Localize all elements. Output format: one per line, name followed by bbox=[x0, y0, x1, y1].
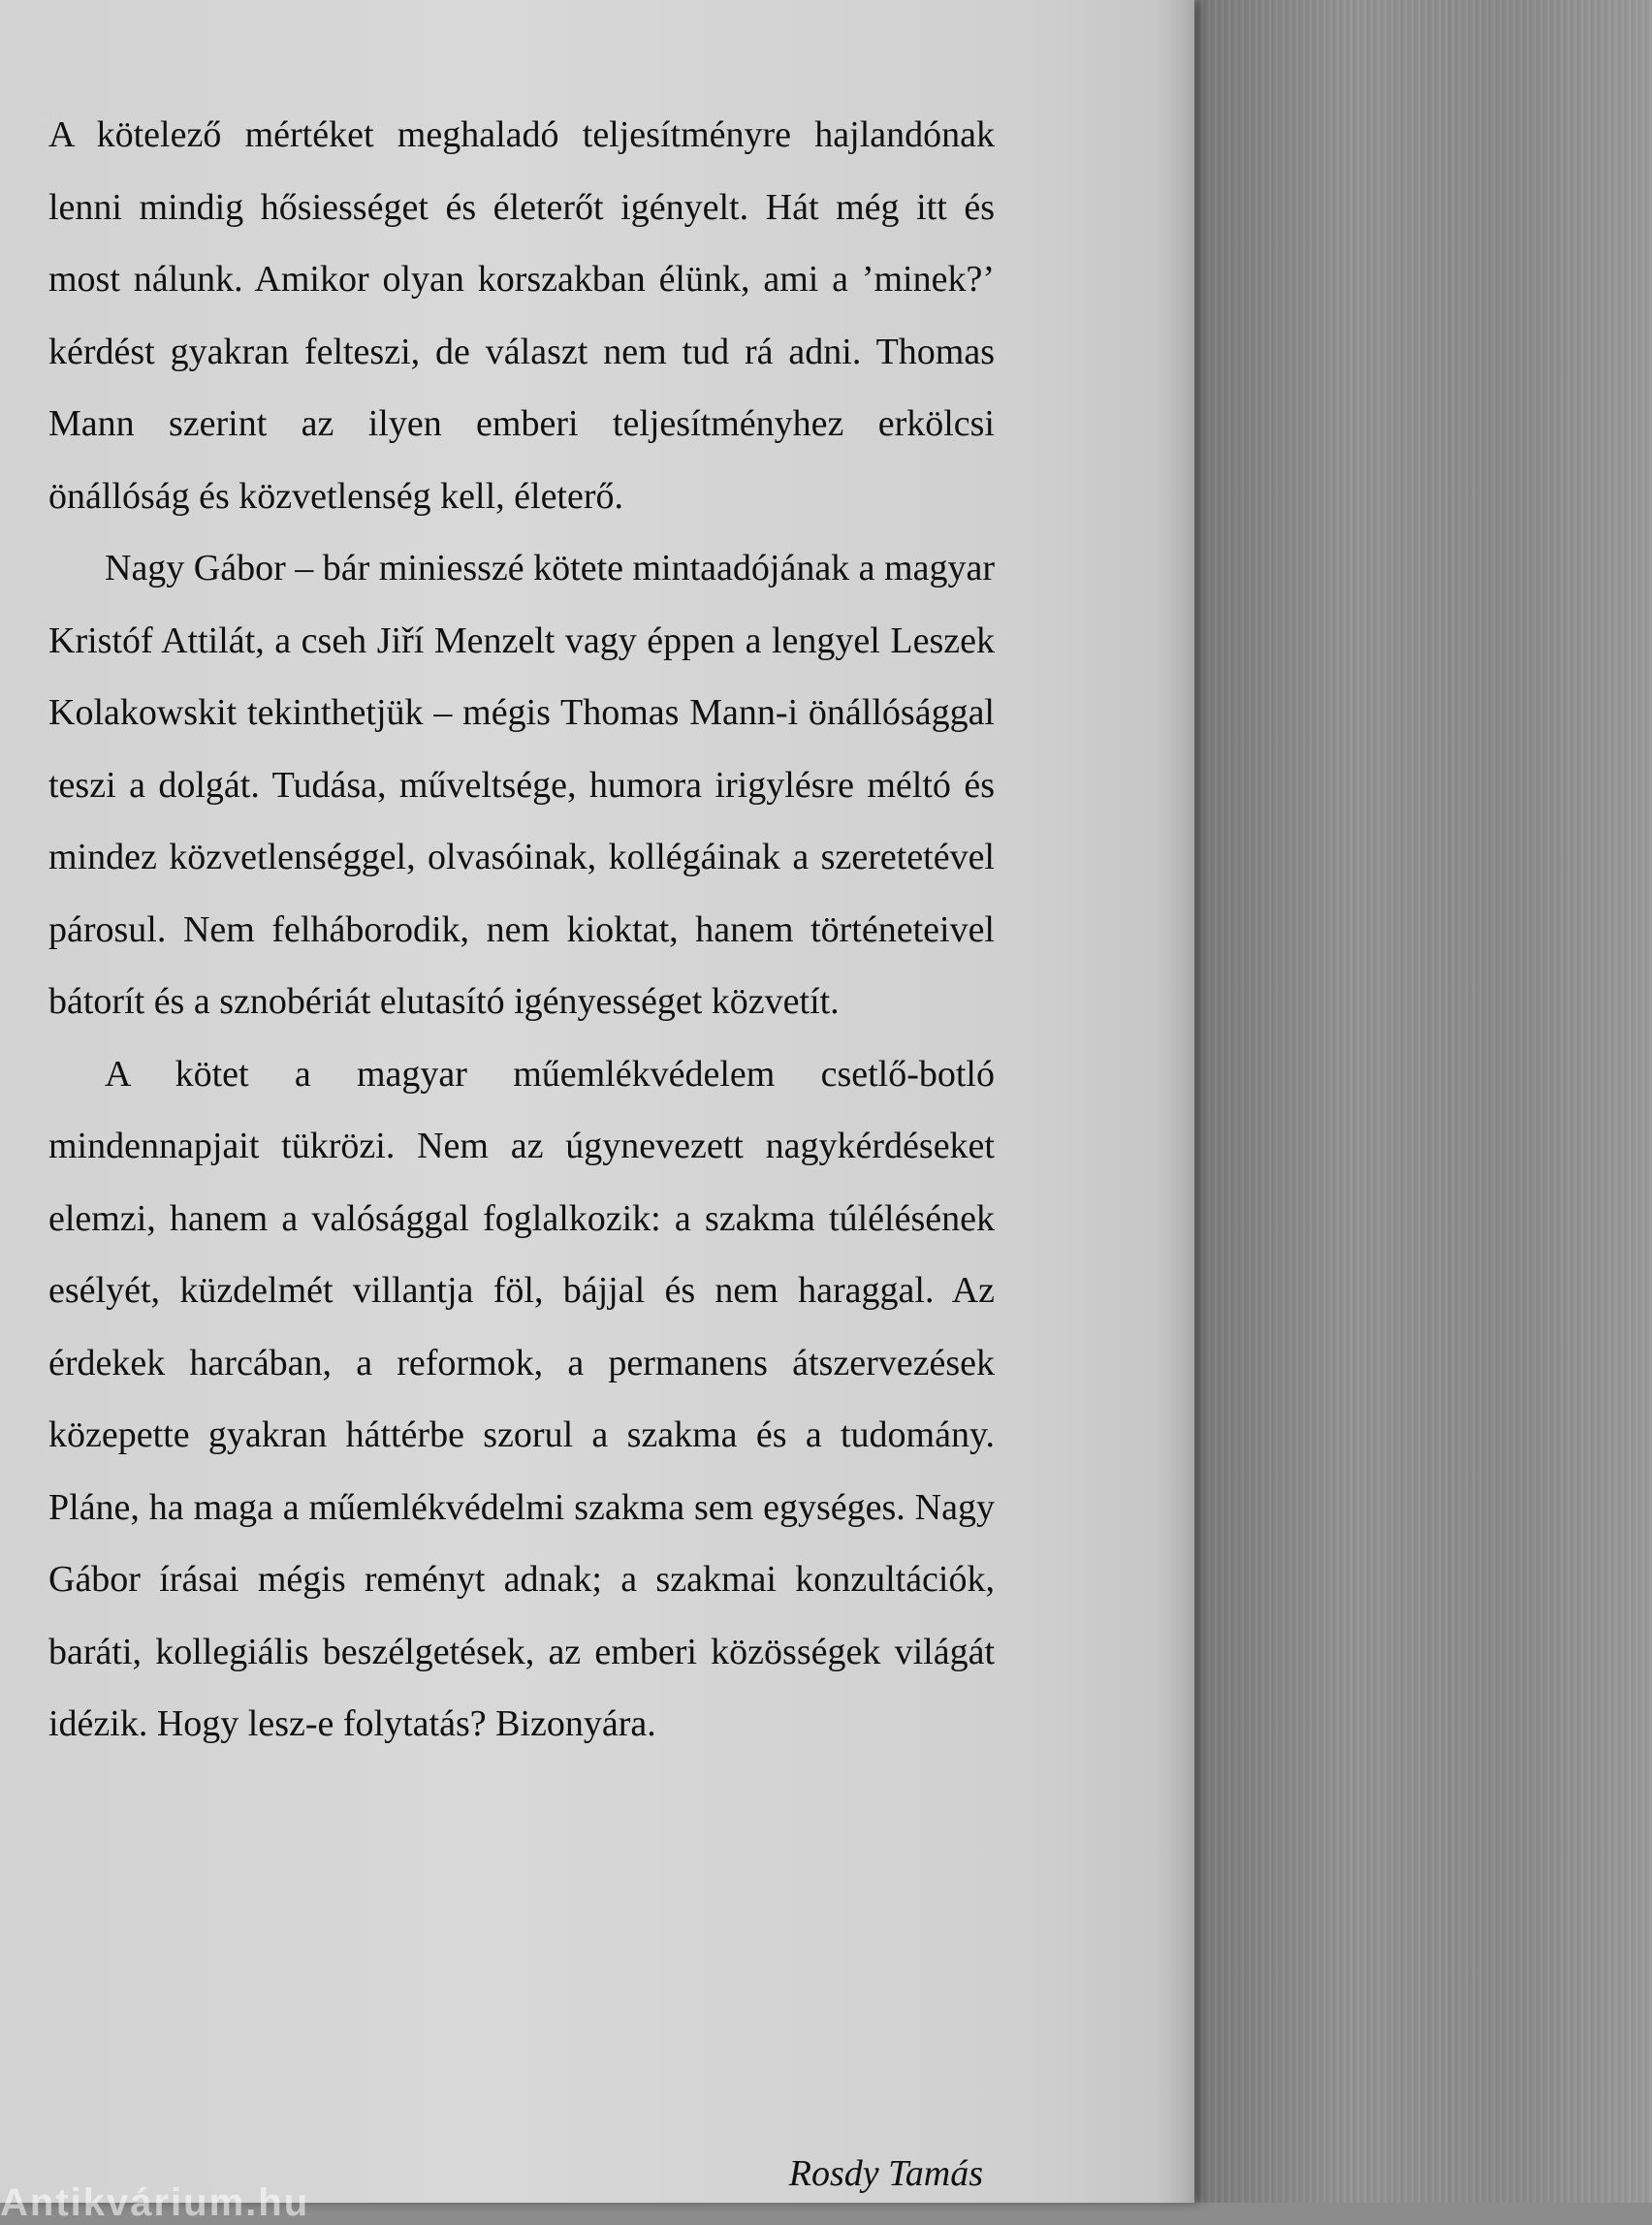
paragraph-3: A kötet a magyar műemlékvédelem csetlő-botló mindennapjait tükrözi. Nem az úgynevezett nagykérdéseket elemzi, hanem a valósággal foglalkozik: a szakma túlélésének esélyét, küzdelmét villantja föl, bájjal és nem haraggal. Az érdekek harcában, a reformok, a permanens átszervezések közepette gyakran háttérbe szorul a szakma és a tudomány. Pláne, ha maga a műemlékvédelmi szakma sem egységes. Nagy Gábor írásai mégis reményt adnak; a szakmai konzultációk, baráti, kollegiális beszélgetések, az emberi közösségek világát idézik. Hogy lesz-e folytatás? Bizonyára. bbox=[48, 1053, 995, 1744]
table-surface bbox=[1194, 0, 1652, 2203]
paragraph-1: A kötelező mértéket meghaladó teljesítményre hajlandónak lenni mindig hősiességet és életerőt igényelt. Hát még itt és most nálunk. Amikor olyan korszakban élünk, ami a ’minek?’ kérdést gyakran felteszi, de választ nem tud rá adni. Thomas Mann szerint az ilyen emberi teljesítményhez erkölcsi önállóság és közvetlenség kell, életerő. bbox=[48, 114, 995, 517]
body-text bbox=[48, 99, 995, 1761]
paragraph-2: Nagy Gábor – bár miniesszé kötete mintaadójának a magyar Kristóf Attilát, a cseh Jiří Menzelt vagy éppen a lengyel Leszek Kolakowskit tekinthetjük – mégis Thomas Mann-i önállósággal teszi a dolgát. Tudása, műveltsége, humora irigylésre méltó és mindez közvetlenséggel, olvasóinak, kollégáinak a szeretetével párosul. Nem felháborodik, nem kioktat, hanem történeteivel bátorít és a sznobériát elutasító igényességet közvetít. bbox=[48, 548, 995, 1022]
watermark: Antikvárium.hu bbox=[0, 2181, 310, 2224]
page-edge-shadow bbox=[1156, 0, 1194, 2203]
author-signature: Rosdy Tamás bbox=[788, 2153, 983, 2194]
